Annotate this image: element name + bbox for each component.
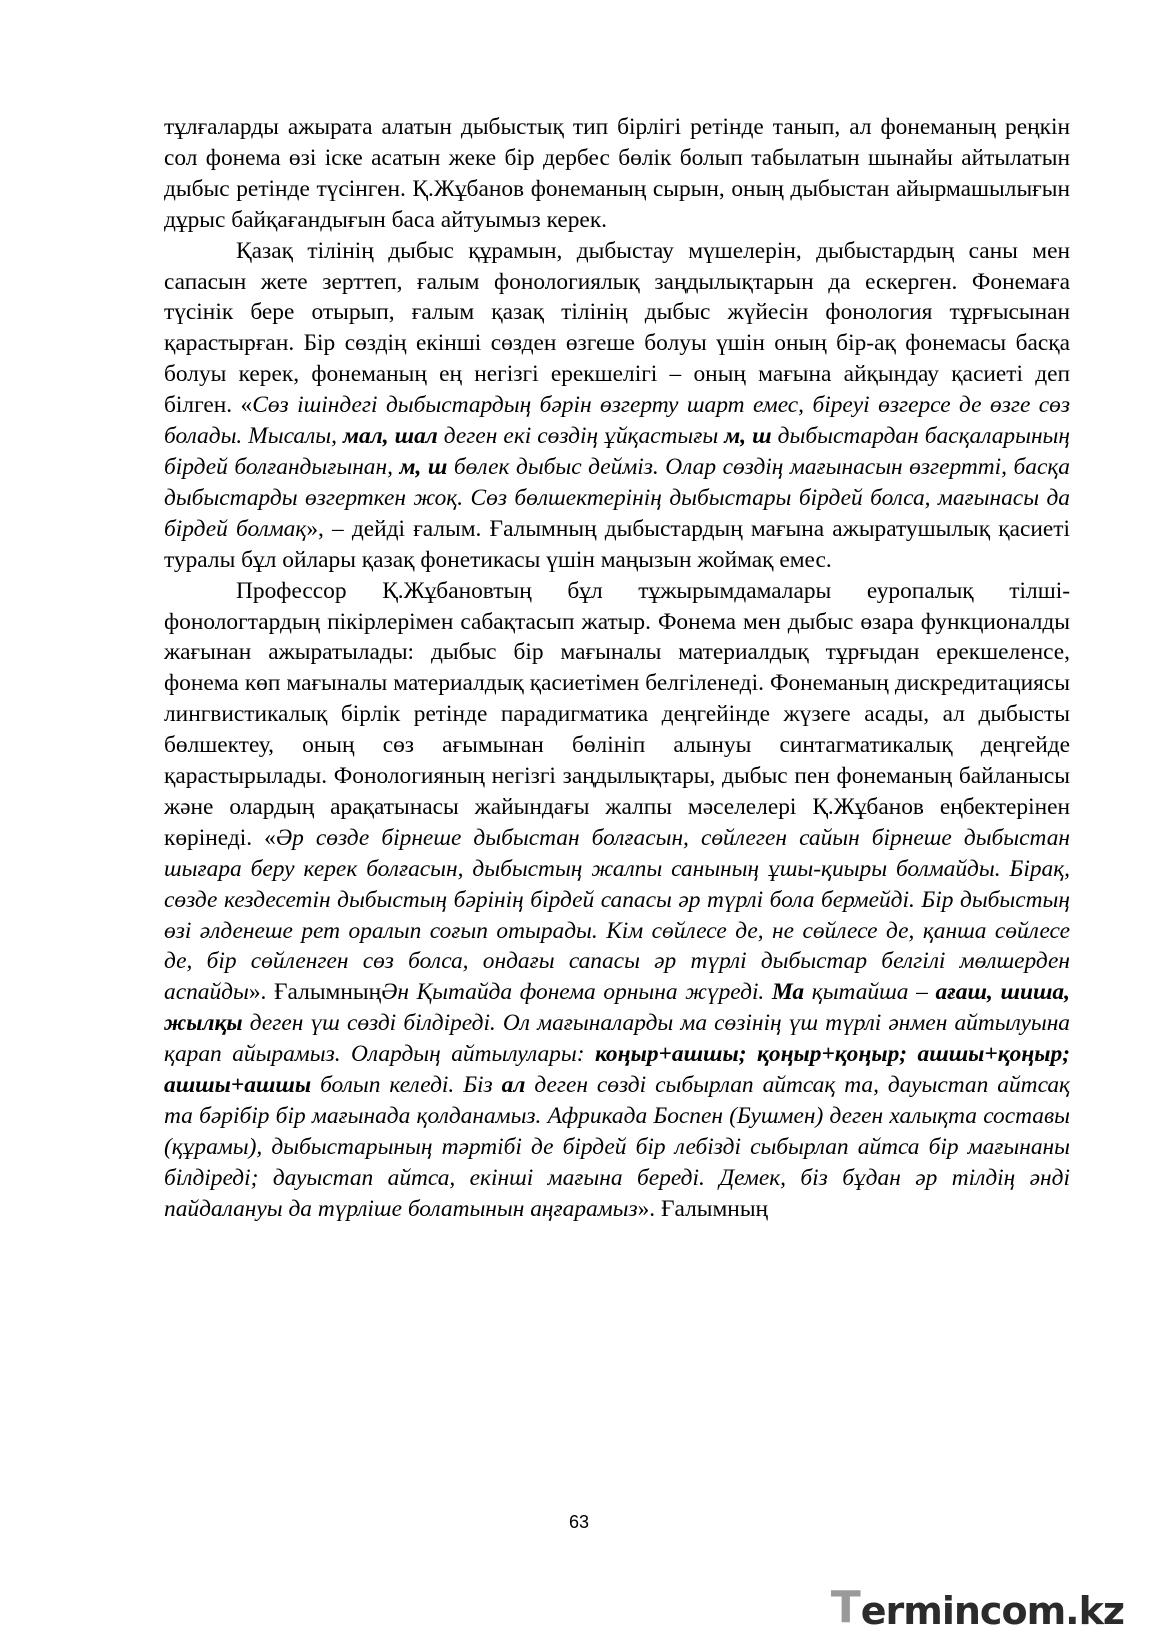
paragraph-3-text: ». Ғалымның (248, 979, 382, 1006)
paragraph-2-text: », – дейді ғалым. Ғалымның дыбыстардың мағына ажыратушылық қасиеті туралы бұл ойлары қазақ фонетикасы үшін маңызын жоймақ емес. (164, 515, 1070, 573)
quote-bold: ағаш, шиша, жылқы (164, 979, 1070, 1037)
quote-bold: мал, шал (343, 423, 438, 450)
quote-text: бөлек дыбыс дейміз. Олар сөздің мағынасын өзгертті, басқа дыбыстарды өзгерткен жоқ. Сөз бөлшектерінің дыбыстары бірдей болса, мағынасы да бірдей болмақ (164, 453, 1070, 542)
quote-bold: м, ш (724, 423, 772, 450)
paragraph-3-text: ». Ғалымның (637, 1195, 769, 1222)
document-body (164, 112, 1070, 1225)
paragraph-2-text: Қазақ тілінің дыбыс құрамын, дыбыстау мүшелерін, дыбыстардың саны мен сапасын жете зерттеп, ғалым фонологиялық заңдылықтарын да ескерген. Фонемаға түсінік бере отырып, ғалым қазақ тілінің дыбыс жүйесін фонология тұрғысынан қарастырған. Бір сөздің екінші сөзден өзгеше болуы үшін оның бір-ақ фонемасы басқа болуы керек, фонеманың ең негізгі ерекшелігі – оның мағына айқындау қасиеті деп білген. « (164, 237, 1070, 419)
quote-bold: коңыр+ашшы; қоңыр+қоңыр; ашшы+қоңыр; ашшы+ашшы (164, 1041, 1070, 1099)
paragraph-1: тұлғаларды ажырата алатын дыбыстық тип бірлігі ретінде танып, ал фонеманың реңкін сол фонема өзі іске асатын жеке бір дербес бөлік болып табылатын шынайы айтылатын дыбыс ретінде түсінген. Қ.Жұбанов фонеманың сырын, оның дыбыстан айырмашылығын дұрыс байқағандығын баса айтуымыз керек. (164, 114, 1070, 233)
quote-text: деген сөзді сыбырлап айтсақ та, дауыстап айтсақ та бәрібір бір мағынада қолданамыз. Африкада Боспен (Бушмен) деген халықта составы (құрамы), дыбыстарының тәртібі де бірдей бір лебізді сыбырлап айтса бір мағынаны білдіреді; дауыстап айтса, екінші мағына береді. Демек, біз бұдан әр тілдің әнді пайдалануы да түрліше болатынын аңғарамыз (164, 1072, 1070, 1222)
quote-bold: м, ш (399, 453, 448, 480)
quote-text: қытайша – (804, 979, 936, 1006)
quote-bold: ал (501, 1072, 526, 1099)
page-number: 63 (568, 1512, 590, 1532)
quote-text: Ән Қытайда фонема орнына жүреді. (381, 979, 772, 1006)
watermark-text: ermincom.kz (860, 1589, 1124, 1633)
quote-text: дыбыстардан басқаларының бірдей болғандығынан, (164, 423, 1070, 480)
quote-text: деген үш сөзді білдіреді. Ол мағыналарды ма сөзінің үш түрлі әнмен айтылуына қарап айырамыз. Олардың айтылулары: (164, 1010, 1070, 1068)
paragraph-2 (164, 236, 1070, 576)
watermark-t-glyph: T (830, 1582, 860, 1633)
quote-text: Сөз ішіндегі дыбыстардың бәрін өзгерту шарт емес, біреуі өзгерсе де өзге сөз болады. Мысалы, (164, 392, 1070, 450)
quote-text: деген екі сөздің ұйқастығы (437, 423, 725, 450)
quote-text: болып келеді. Біз (311, 1072, 502, 1099)
quote-text: Әр сөзде бірнеше дыбыстан болғасын, сөйлеген сайын бірнеше дыбыстан шығара беру керек болғасын, дыбыстың жалпы санының ұшы-қиыры болмайды. Бірақ, сөзде кездесетін дыбыстың бәрінің бірдей сапасы әр түрлі бола бермейді. Бір дыбыстың өзі әлденеше рет оралып соғып отырады. Кім сөйлесе де, не сөйлесе де, қанша сөйлесе де, бір сөйленген сөз болса, ондағы сапасы әр түрлі дыбыстар белгілі мөлшерден аспайды (164, 824, 1070, 1006)
paragraph-3-text: Профессор Қ.Жұбановтың бұл тұжырымдамалары еуропалық тілші-фонологтардың пікірлерімен сабақтасып жатыр. Фонема мен дыбыс өзара функционалды жағынан ажыратылады: дыбыс бір мағыналы материалдық тұрғыдан ерекшеленсе, фонема көп мағыналы материалдық қасиетімен белгіленеді. Фонеманың дискредитациясы лингвистикалық бірлік ретінде парадигматика деңгейінде жүзеге асады, ал дыбысты бөлшектеу, оның сөз ағымынан бөлініп алынуы синтагматикалық деңгейде қарастырылады. Фонологияның негізгі заңдылықтары, дыбыс пен фонеманың байланысы және олардың арақатынасы жайындағы жалпы мәселелері Қ.Жұбанов еңбектерінен көрінеді. « (164, 577, 1070, 851)
paragraph-3 (164, 576, 1070, 1225)
quote-bold: Ма (771, 979, 805, 1006)
watermark-logo (830, 1582, 1124, 1633)
